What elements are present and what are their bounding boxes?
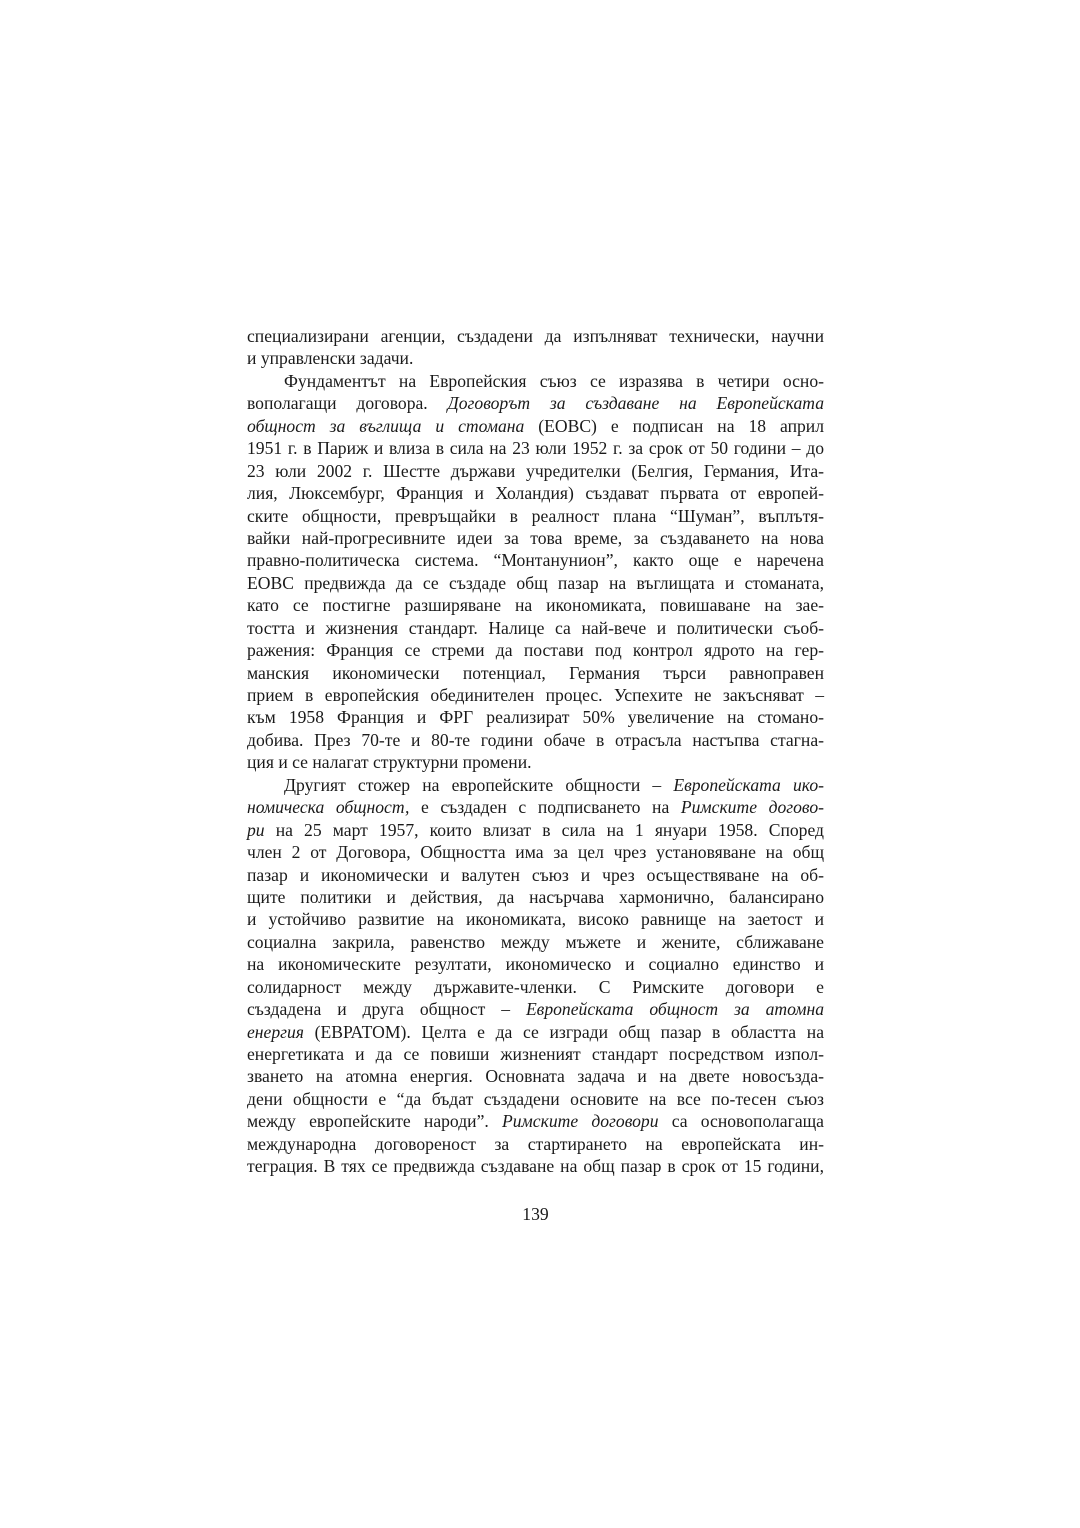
- text-run: са основополагаща: [658, 1111, 824, 1132]
- text-run: дени общности е “да бъдат създадени основите на все по-тесен съюз: [247, 1088, 824, 1109]
- page-number: 139: [522, 1204, 549, 1224]
- text-line: [247, 572, 824, 594]
- text-line: [247, 998, 824, 1020]
- text-run: тостта и жизнения стандарт. Налице са най-вече и политически съоб-: [247, 617, 824, 638]
- text-line: [247, 662, 824, 684]
- text-line: [247, 505, 824, 527]
- text-line: [247, 460, 824, 482]
- text-line: [247, 370, 824, 392]
- text-run: Другият стожер на европейските общности –: [284, 774, 674, 795]
- text-line: [247, 639, 824, 661]
- text-run: правно-политическа система. “Монтанунион”, както още е наречена: [247, 550, 824, 571]
- text-line: [247, 1021, 824, 1043]
- text-line: [247, 325, 824, 347]
- italic-text: Европейската общност за атомна: [525, 999, 824, 1020]
- italic-text: номическа общност,: [247, 797, 410, 818]
- text-line: [247, 751, 824, 773]
- text-line: [247, 729, 824, 751]
- text-line: [247, 886, 824, 908]
- text-line: [247, 706, 824, 728]
- body-text: [247, 325, 824, 1178]
- text-line: [247, 527, 824, 549]
- text-run: между европейските народи”.: [247, 1111, 503, 1132]
- text-line: [247, 774, 824, 796]
- text-line: [247, 841, 824, 863]
- italic-text: енергия: [247, 1021, 304, 1042]
- text-run: манския икономически потенциал, Германия търси равноправен: [247, 662, 824, 683]
- text-line: [247, 392, 824, 414]
- text-line: [247, 415, 824, 437]
- italic-text: общност за въглища и стомана: [247, 415, 525, 436]
- text-run: ските общности, превръщайки в реалност плана “Шуман”, въплътя-: [247, 505, 824, 526]
- text-run: член 2 от Договора, Общността има за цел чрез установяване на общ: [247, 842, 824, 863]
- text-line: [247, 1065, 824, 1087]
- italic-text: Европейската ико-: [673, 774, 825, 795]
- text-run: социална закрила, равенство между мъжете и жените, сближаване: [247, 931, 824, 952]
- text-line: [247, 437, 824, 459]
- text-run: солидарност между държавите-членки. С Римските договори е: [247, 976, 824, 997]
- text-run: ция и се налагат структурни промени.: [247, 752, 532, 773]
- text-line: [247, 953, 824, 975]
- text-line: [247, 549, 824, 571]
- text-run: международна договореност за стартирането на европейската ин-: [247, 1133, 824, 1154]
- text-line: [247, 864, 824, 886]
- text-line: [247, 1088, 824, 1110]
- text-line: [247, 819, 824, 841]
- text-run: ЕОВС предвижда да се създаде общ пазар на въглищата и стоманата,: [247, 572, 824, 593]
- text-run: 1951 г. в Париж и влиза в сила на 23 юли 1952 г. за срок от 50 години – до: [247, 438, 824, 459]
- text-run: специализирани агенции, създадени да изпълняват технически, научни: [247, 326, 824, 346]
- text-run: прием в европейския обединителен процес. Успехите не закъсняват –: [247, 685, 824, 705]
- text-line: [247, 1133, 824, 1155]
- text-run: енергетиката и да се повиши жизненият стандарт посредством изпол-: [247, 1044, 824, 1064]
- text-line: [247, 1155, 824, 1177]
- text-run: 23 юли 2002 г. Шестте държави учредителки (Белгия, Германия, Ита-: [247, 460, 824, 481]
- text-run: като се постигне разширяване на икономиката, повишаване на зае-: [247, 595, 824, 616]
- text-run: създадена и друга общност –: [247, 999, 526, 1020]
- text-run: лия, Люксембург, Франция и Холандия) създават първата от европей-: [247, 483, 824, 504]
- text-run: щите политики и действия, да насърчава хармонично, балансирано: [247, 886, 824, 907]
- text-run: теграция. В тях се предвижда създаване на общ пазар в срок от 15 години,: [247, 1156, 824, 1177]
- italic-text: Римските договори: [502, 1111, 659, 1132]
- text-run: ражения: Франция се стреми да постави под контрол ядрото на гер-: [247, 640, 824, 661]
- text-line: [247, 347, 824, 369]
- text-line: [247, 976, 824, 998]
- text-run: Фундаментът на Европейския съюз се изразява в четири осно-: [284, 370, 824, 391]
- text-run: (ЕОВС) е подписан на 18 април: [524, 415, 824, 436]
- text-line: [247, 594, 824, 616]
- text-run: добива. През 70-те и 80-те години обаче в отрасъла настъпва стагна-: [247, 729, 824, 750]
- text-run: вайки най-прогресивните идеи за това време, за създаването на нова: [247, 527, 824, 548]
- text-line: [247, 1043, 824, 1065]
- text-line: [247, 684, 824, 706]
- text-line: [247, 482, 824, 504]
- text-run: на 25 март 1957, които влизат в сила на 1 януари 1958. Според: [264, 819, 824, 840]
- text-line: [247, 617, 824, 639]
- text-run: е създаден с подписването на: [409, 797, 681, 818]
- text-run: зването на атомна енергия. Основната задача и на двете новосъзда-: [247, 1066, 824, 1087]
- text-run: (ЕВРАТОМ). Целта е да се изгради общ пазар в областта на: [303, 1021, 824, 1042]
- text-run: пазар и икономически и валутен съюз и чрез осъществяване на об-: [247, 864, 824, 885]
- text-line: [247, 796, 824, 818]
- italic-text: Римските догово-: [680, 797, 824, 818]
- italic-text: Договорът за създаване на Европейската: [447, 393, 824, 414]
- italic-text: ри: [247, 819, 265, 840]
- text-line: [247, 908, 824, 930]
- text-run: вополагащи договора.: [247, 393, 448, 414]
- text-run: и управленски задачи.: [247, 348, 414, 369]
- text-run: към 1958 Франция и ФРГ реализират 50% увеличение на стомано-: [247, 707, 824, 728]
- text-run: на икономическите резултати, икономическо и социално единство и: [247, 954, 824, 975]
- text-run: и устойчиво развитие на икономиката, високо равнище на заетост и: [247, 909, 824, 930]
- text-line: [247, 931, 824, 953]
- text-line: [247, 1110, 824, 1132]
